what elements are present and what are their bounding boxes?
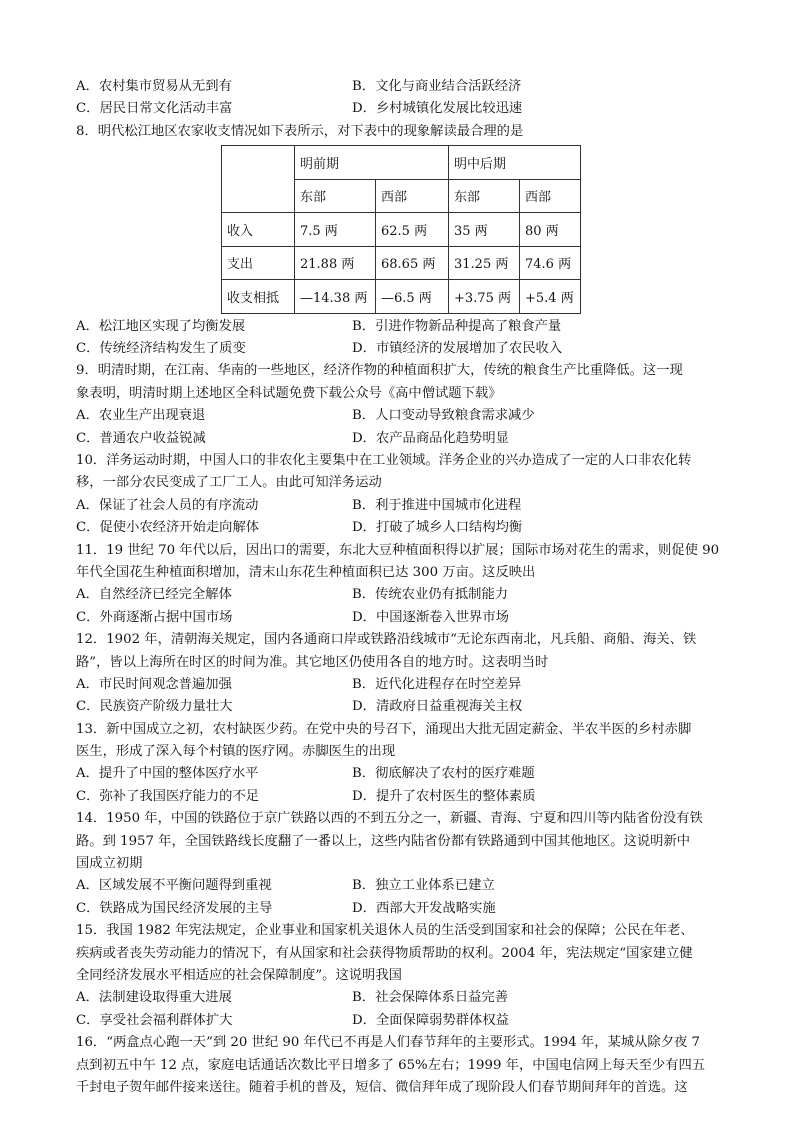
answer-options-row <box>76 98 726 120</box>
answer-options-row <box>76 495 726 517</box>
table-cell: 31.25 两 <box>449 246 520 280</box>
question-text-line: 10．洋务运动时期，中国人口的非农化主要集中在工业领域。洋务企业的兴办造成了一定的人口非农化转 <box>76 453 692 469</box>
answer-option[interactable]: A．区域发展不平衡问题得到重视 <box>76 878 272 894</box>
answer-option[interactable]: D．农产品商品化趋势明显 <box>352 430 509 446</box>
question-text-line: 12．1902 年，清朝海关规定，国内各通商口岸或铁路沿线城市“无论东西南北，凡兵船、商船、海关、铁 <box>76 632 697 648</box>
table-row <box>222 280 581 314</box>
answer-options-row <box>76 987 726 1009</box>
table-cell: —14.38 两 <box>295 280 376 314</box>
question-text-line: 年代全国花生种植面积增加，清末山东花生种植面积已达 300 万亩。这反映出 <box>76 564 536 580</box>
answer-option[interactable]: C．享受社会福利群体扩大 <box>76 1012 233 1028</box>
question-text-line: 16．“两盒点心跑一天”到 20 世纪 90 年代已不再是人们春节拜年的主要形式。1994 年，某城从除夕夜 7 <box>76 1035 700 1051</box>
answer-option[interactable]: C．促使小农经济开始走向解体 <box>76 520 260 536</box>
answer-options-row <box>76 428 726 450</box>
table-corner-cell <box>222 146 295 213</box>
question-text-line: 千封电子贺年邮件接来送往。随着手机的普及，短信、微信拜年成了现阶段人们春节期间拜年的首选。这 <box>76 1079 688 1095</box>
table-row <box>222 213 581 247</box>
region-header: 东部 <box>295 179 376 213</box>
table-cell: 62.5 两 <box>376 213 449 247</box>
answer-option[interactable]: B．引进作物新品种提高了粮食产量 <box>352 318 562 334</box>
question-text-line: 路。到 1957 年，全国铁路线长度翻了一番以上，这些内陆省份都有铁路通到中国其他地区。这说明新中 <box>76 833 691 849</box>
table-header-row <box>222 146 581 180</box>
row-label: 支出 <box>222 246 295 280</box>
question-text-line: 13．新中国成立之初，农村缺医少药。在党中央的号召下，涌现出大批无固定薪金、半农半医的乡村赤脚 <box>76 721 692 737</box>
row-label: 收入 <box>222 213 295 247</box>
question-text-line: 14．1950 年，中国的铁路位于京广铁路以西的不到五分之一，新疆、青海、宁夏和四川等内陆省份没有铁 <box>76 811 703 827</box>
region-header: 西部 <box>520 179 581 213</box>
question-text-line: 全同经济发展水平相适应的社会保障制度”。这说明我国 <box>76 968 402 983</box>
answer-option[interactable]: B．近代化进程存在时空差异 <box>352 676 522 692</box>
answer-option[interactable]: B．利于推进中国城市化进程 <box>352 497 522 513</box>
table-row <box>222 246 581 280</box>
answer-option[interactable]: D．西部大开发战略实施 <box>352 900 496 916</box>
table-cell: 21.88 两 <box>295 246 376 280</box>
question-text-line: 医生，形成了深入每个村镇的医疗网。赤脚医生的出现 <box>76 744 396 760</box>
answer-option[interactable]: C．外商逐渐占据中国市场 <box>76 609 233 625</box>
question-text-line: 8．明代松江地区农家收支情况如下表所示，对下表中的现象解读最合理的是 <box>76 123 524 139</box>
period-header: 明中后期 <box>449 146 581 180</box>
answer-option[interactable]: D．中国逐渐卷入世界市场 <box>352 609 509 625</box>
answer-option[interactable]: B．传统农业仍有抵制能力 <box>352 587 509 603</box>
answer-option[interactable]: A．松江地区实现了均衡发展 <box>76 318 246 334</box>
answer-options-row <box>76 786 726 808</box>
question-text-line: 11．19 世纪 70 年代以后，因出口的需要，东北大豆种植面积得以扩展；国际市场对花生的需求，则促使 90 <box>76 542 720 558</box>
region-header: 西部 <box>376 179 449 213</box>
answer-option[interactable]: C．居民日常文化活动丰富 <box>76 101 233 117</box>
answer-option[interactable]: C．弥补了我国医疗能力的不足 <box>76 788 260 804</box>
table-cell: 7.5 两 <box>295 213 376 247</box>
question-text-line: 国成立初期 <box>76 856 143 872</box>
answer-option[interactable]: B．独立工业体系已建立 <box>352 878 495 894</box>
question-text-line: 9．明清时期，在江南、华南的一些地区，经济作物的种植面积扩大，传统的粮食生产比重降低。这一现 <box>76 363 683 379</box>
answer-option[interactable]: C．传统经济结构发生了质变 <box>76 341 246 357</box>
answer-option[interactable]: A．保证了社会人员的有序流动 <box>76 497 259 513</box>
answer-option[interactable]: C．普通农户收益锐减 <box>76 430 206 446</box>
table-cell: —6.5 两 <box>376 280 449 314</box>
answer-option[interactable]: A．市民时间观念普遍加强 <box>76 676 232 692</box>
answer-options-row <box>76 584 726 606</box>
answer-option[interactable]: C．铁路成为国民经济发展的主导 <box>76 900 273 916</box>
question-text-line: 路”，皆以上海所在时区的时间为准。其它地区仍使用各自的地方时。这表明当时 <box>76 654 549 670</box>
question-text-line: 点到初五中午 12 点，家庭电话通话次数比平日增多了 65%左右；1999 年，中国电信网上每天至少有四五 <box>76 1057 706 1073</box>
answer-options-row <box>76 898 726 920</box>
answer-option[interactable]: A．提升了中国的整体医疗水平 <box>76 766 259 782</box>
answer-option[interactable]: D．乡村城镇化发展比较迅速 <box>352 101 523 117</box>
region-header: 东部 <box>449 179 520 213</box>
answer-option[interactable]: A．农业生产出现衰退 <box>76 408 206 424</box>
answer-options-row <box>76 316 726 338</box>
question-text-line: 15．我国 1982 年宪法规定，企业事业和国家机关退休人员的生活受到国家和社会的保障；公民在年老、 <box>76 923 694 939</box>
table-cell: 80 两 <box>520 213 581 247</box>
answer-option[interactable]: B．社会保障体系日益完善 <box>352 990 509 1006</box>
table-cell: +5.4 两 <box>520 280 581 314</box>
question-text-line: 移，一部分农民变成了工厂工人。由此可知洋务运动 <box>76 475 382 491</box>
answer-option[interactable]: B．文化与商业结合活跃经济 <box>352 79 522 94</box>
question-text-line: 象表明，明清时期上述地区全科试题免费下载公众号《高中僧试题下载》 <box>76 385 502 401</box>
income-expense-table <box>221 145 581 314</box>
answer-option[interactable]: D．清政府日益重视海关主权 <box>352 699 523 715</box>
answer-options-row <box>76 607 726 629</box>
answer-options-row <box>76 405 726 427</box>
answer-option[interactable]: B．彻底解决了农村的医疗难题 <box>352 766 535 782</box>
answer-option[interactable]: D．打破了城乡人口结构均衡 <box>352 520 523 536</box>
answer-options-row <box>76 696 726 718</box>
exam-page <box>76 76 726 1099</box>
row-label: 收支相抵 <box>222 280 295 314</box>
answer-option[interactable]: D．全面保障弱势群体权益 <box>352 1012 509 1028</box>
table-cell: 74.6 两 <box>520 246 581 280</box>
answer-option[interactable]: D．提升了农村医生的整体素质 <box>352 788 536 804</box>
answer-options-row <box>76 338 726 360</box>
answer-options-row <box>76 76 726 98</box>
answer-option[interactable]: A．农村集市贸易从无到有 <box>76 79 232 94</box>
answer-options-row <box>76 1010 726 1032</box>
answer-option[interactable]: D．市镇经济的发展增加了农民收入 <box>352 341 563 357</box>
table-cell: +3.75 两 <box>449 280 520 314</box>
answer-option[interactable]: B．人口变动导致粮食需求减少 <box>352 408 535 424</box>
answer-options-row <box>76 875 726 897</box>
answer-option[interactable]: A．法制建设取得重大进展 <box>76 990 232 1006</box>
answer-options-row <box>76 674 726 696</box>
question-text-line: 疾病或者丧失劳动能力的情况下，有从国家和社会获得物质帮助的权利。2004 年，宪法规定“国家建立健 <box>76 945 693 961</box>
answer-option[interactable]: C．民族资产阶级力量壮大 <box>76 699 233 715</box>
answer-option[interactable]: A．自然经济已经完全解体 <box>76 587 232 603</box>
table-cell: 35 两 <box>449 213 520 247</box>
answer-options-row <box>76 763 726 785</box>
answer-options-row <box>76 517 726 539</box>
table-cell: 68.65 两 <box>376 246 449 280</box>
period-header: 明前期 <box>295 146 449 180</box>
